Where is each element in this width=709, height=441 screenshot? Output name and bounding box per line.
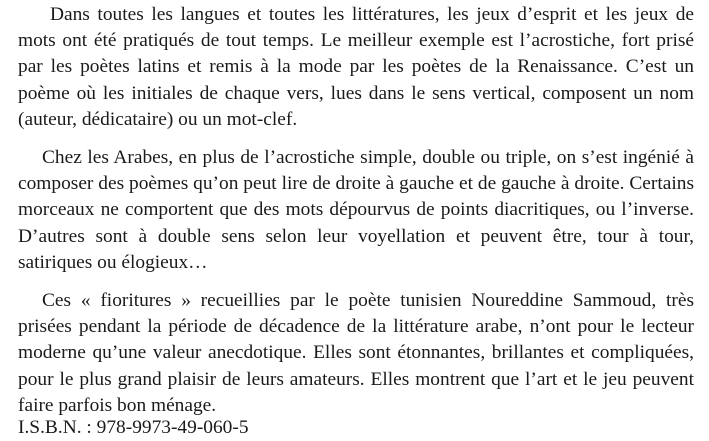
document-page (18, 0, 694, 441)
paragraph-fioritures: Ces « fioritures » recueillies par le poète tunisien Noureddine Sammoud, très prisées pendant la période de décadence de la littérature arabe, n’ont pour le lecteur moderne qu’une valeur anecdotique. Elles sont étonnantes, brillantes et compliquées, pour le plus grand plaisir de leurs amateurs. Elles montrent que l’art et le jeu peuvent faire parfois bon ménage. (18, 290, 694, 416)
isbn-line: I.S.B.N. : 978-9973-49-060-5 (18, 417, 249, 439)
paragraph-arab-poems: Chez les Arabes, en plus de l’acrostiche simple, double ou triple, on s’est ingénié à composer des poèmes qu’on peut lire de droite à gauche et de gauche à droite. Certains morceaux ne comportent que des mots dépourvus de points diacritiques, ou l’inverse. D’autres sont à double sens selon leur voyellation et peuvent être, tour à tour, satiriques ou élogieux… (18, 147, 694, 273)
paragraph-acrostic-intro: Dans toutes les langues et toutes les littératures, les jeux d’esprit et les jeux de mots ont été pratiqués de tout temps. Le meilleur exemple est l’acrostiche, fort prisé par les poètes latins et remis à la mode par les poètes de la Renaissance. C’est un poème où les initiales de chaque vers, lues dans le sens vertical, composent un nom (auteur, dédicataire) ou un mot-clef. (18, 4, 694, 130)
